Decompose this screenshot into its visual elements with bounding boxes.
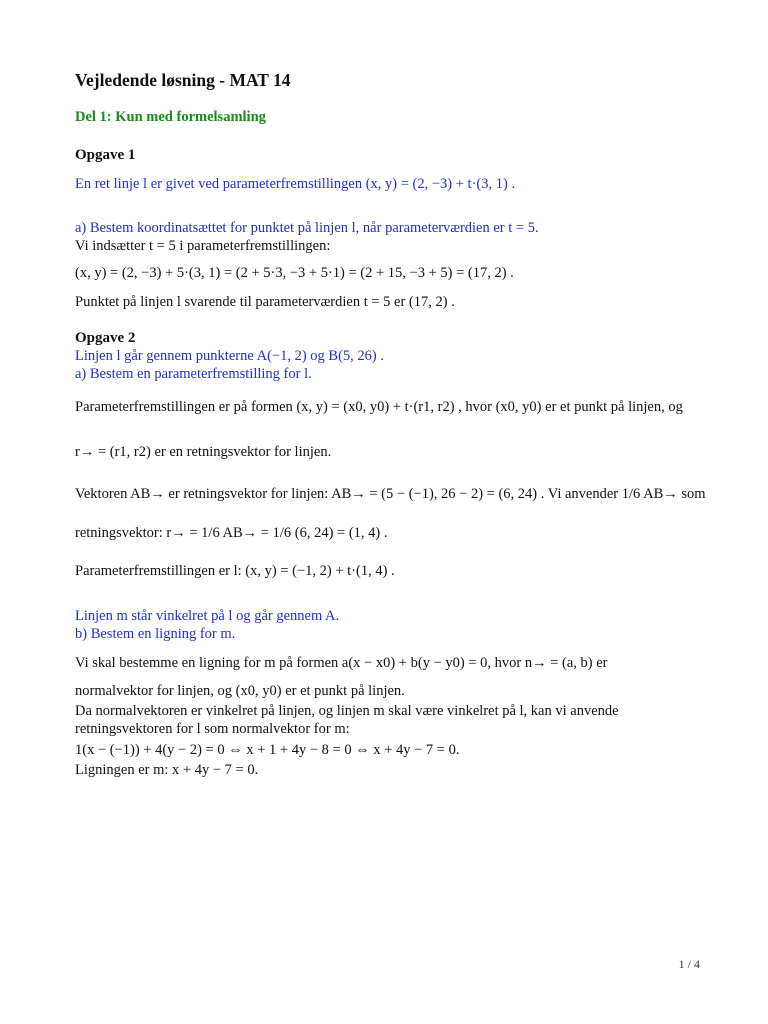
opgave1-conclusion: Punktet på linjen l svarende til parameterværdien t = 5 er (17, 2) . [75,294,455,310]
document-title: Vejledende løsning - MAT 14 [75,70,291,90]
opgave1-intro [75,176,515,193]
opgave2-b-line4: retningsvektoren for l som normalvektor for m: [75,721,350,737]
opgave2-question-a: a) Bestem en parameterfremstilling for l. [75,366,312,382]
opgave1-heading: Opgave 1 [75,147,136,163]
opgave1-question-a: a) Bestem koordinatsættet for punktet på linjen l, når parameterværdien er t = 5. [75,220,539,236]
opgave1-intro-text: En ret linje l er givet ved parameterfremstillingen [75,176,363,192]
opgave2-b-calculation: 1(x − (−1)) + 4(y − 2) = 0 ⇔ x + 1 + 4y − 8 = 0 ⇔ x + 4y − 7 = 0. [75,742,460,758]
section-heading: Del 1: Kun med formelsamling [75,109,266,125]
opgave2-param-result: Parameterfremstillingen er l: (x, y) = (−1, 2) + t·(1, 4) . [75,563,395,579]
opgave1-intro-math: (x, y) = (2, −3) + t·(3, 1) . [365,176,516,192]
page-number: 1 / 4 [678,957,700,971]
opgave2-direction-vector: retningsvektor: r→ = 1/6 AB→ = 1/6 (6, 24) = (1, 4) . [75,525,388,541]
opgave1-calculation: (x, y) = (2, −3) + 5·(3, 1) = (2 + 5·3, −3 + 5·1) = (2 + 15, −3 + 5) = (17, 2) . [75,265,514,281]
opgave2-b-line2: normalvektor for linjen, og (x0, y0) er et punkt på linjen. [75,683,405,699]
opgave2-question-b: b) Bestem en ligning for m. [75,626,236,642]
opgave2-heading: Opgave 2 [75,330,136,346]
opgave2-intro-b: Linjen m står vinkelret på l og går gennem A. [75,608,340,624]
opgave2-form-line: Parameterfremstillingen er på formen (x, y) = (x0, y0) + t·(r1, r2) , hvor (x0, y0) er et punkt på linjen, og [75,399,683,415]
opgave2-b-line1: Vi skal bestemme en ligning for m på formen a(x − x0) + b(y − y0) = 0, hvor n→ = (a, b) er [75,655,608,671]
opgave2-direction-line: r→ = (r1, r2) er en retningsvektor for linjen. [75,444,332,460]
opgave2-b-result: Ligningen er m: x + 4y − 7 = 0. [75,762,259,778]
opgave1-step1: Vi indsætter t = 5 i parameterfremstillingen: [75,238,331,254]
opgave2-vector-line: Vektoren AB→ er retningsvektor for linjen: AB→ = (5 − (−1), 26 − 2) = (6, 24) . Vi anvender 1/6 AB→ som [75,486,706,502]
opgave2-b-line3: Da normalvektoren er vinkelret på linjen, og linjen m skal være vinkelret på l, kan vi anvende [75,703,619,719]
opgave2-intro: Linjen l går gennem punkterne A(−1, 2) og B(5, 26) . [75,348,384,364]
